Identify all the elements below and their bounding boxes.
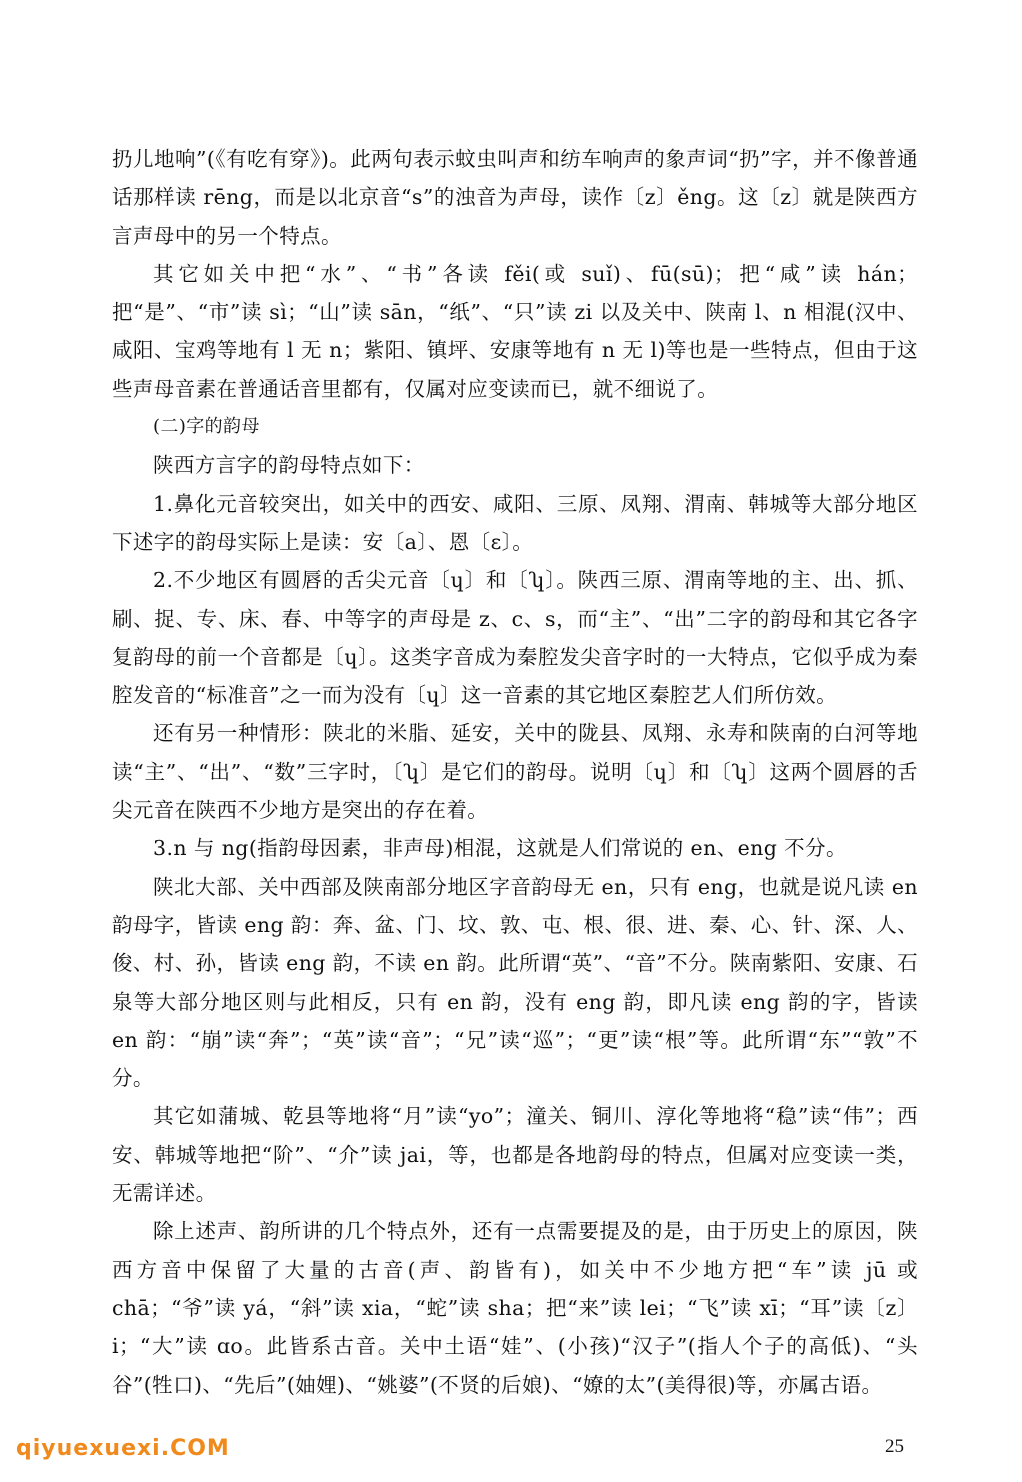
paragraph: 还有另一种情形：陕北的米脂、延安，关中的陇县、凤翔、永寿和陕南的白河等地读“主”、“出”、“数”三字时，〔ʮ〕是它们的韵母。说明〔ɥ〕和〔ʮ〕这两个圆唇的舌尖元音在陕西不少地方是突出的存在着。 bbox=[112, 721, 918, 823]
paragraph: 2.不少地区有圆唇的舌尖元音〔ɥ〕和〔ʮ〕。陕西三原、渭南等地的主、出、抓、刷、捉、专、床、春、中等字的声母是 z、c、s，而“主”、“出”二字的韵母和其它各字复韵母的前一个音都是〔ɥ〕。这类字音成为秦腔发尖音字时的一大特点，它似乎成为秦腔发音的“标准音”之一而为没有〔ɥ〕这一音素的其它地区秦腔艺人们所仿效。 bbox=[112, 568, 918, 708]
paragraph: 其它如关中把“水”、“书”各读 fěi(或 suǐ)、fū(sū)；把“咸”读 hán；把“是”、“市”读 sì；“山”读 sān，“纸”、“只”读 zi 以及关中、陕南 l、n 相混(汉中、咸阳、宝鸡等地有 l 无 n；紫阳、镇坪、安康等地有 n 无 l)等也是一些特点，但由于这些声母音素在普通话音里都有，仅属对应变读而已，就不细说了。 bbox=[112, 261, 918, 401]
paragraph-continuation: 扔儿地响”(《有吃有穿》)。此两句表示蚊虫叫声和纺车响声的象声词“扔”字，并不像普通话那样读 rēng，而是以北京音“s”的浊音为声母，读作〔z〕ěng。这〔z〕就是陕西方言声母中的另一个特点。 bbox=[112, 147, 918, 248]
body-text bbox=[112, 140, 918, 1404]
paragraph: 陕北大部、关中西部及陕南部分地区字音韵母无 en，只有 eng，也就是说凡读 en 韵母字，皆读 eng 韵：奔、盆、门、坟、敦、屯、根、很、进、秦、心、针、深、人、俊、村、孙，皆读 eng 韵，不读 en 韵。此所谓“英”、“音”不分。陕南紫阳、安康、石泉等大部分地区则与此相反，只有 en 韵，没有 eng 韵，即凡读 eng 韵的字，皆读 en 韵：“崩”读“奔”；“英”读“音”；“兄”读“巡”；“更”读“根”等。此所谓“东”“敦”不分。 bbox=[112, 874, 918, 1091]
site-watermark: qiyuexuexi.COM bbox=[16, 1436, 230, 1461]
paragraph: 陕西方言字的韵母特点如下： bbox=[153, 453, 425, 478]
paragraph: 1.鼻化元音较突出，如关中的西安、咸阳、三原、凤翔、渭南、韩城等大部分地区下述字的韵母实际上是读：安〔a〕、恩〔ɛ〕。 bbox=[112, 491, 918, 554]
paragraph: 3.n 与 ng(指韵母因素，非声母)相混，这就是人们常说的 en、eng 不分。 bbox=[153, 836, 847, 861]
section-heading: (二)字的韵母 bbox=[153, 416, 260, 438]
paragraph: 除上述声、韵所讲的几个特点外，还有一点需要提及的是，由于历史上的原因，陕西方音中保留了大量的古音(声、韵皆有)，如关中不少地方把“车”读 jū 或 chā；“爷”读 yá，“斜”读 xia，“蛇”读 sha；把“来”读 lei；“飞”读 xī；“耳”读〔z〕i；“大”读 ɑo。此皆系古音。关中土语“娃”、(小孩)“汉子”(指人个子的高低)、“头谷”(牲口)、“先后”(妯娌)、“姚婆”(不贤的后娘)、“嫽的太”(美得很)等，亦属古语。 bbox=[112, 1219, 918, 1397]
paragraph: 其它如蒲城、乾县等地将“月”读“yo”；潼关、铜川、淳化等地将“稳”读“伟”；西安、韩城等地把“阶”、“介”读 jai，等，也都是各地韵母的特点，但属对应变读一类，无需详述。 bbox=[112, 1104, 918, 1206]
page-number: 25 bbox=[885, 1436, 904, 1457]
